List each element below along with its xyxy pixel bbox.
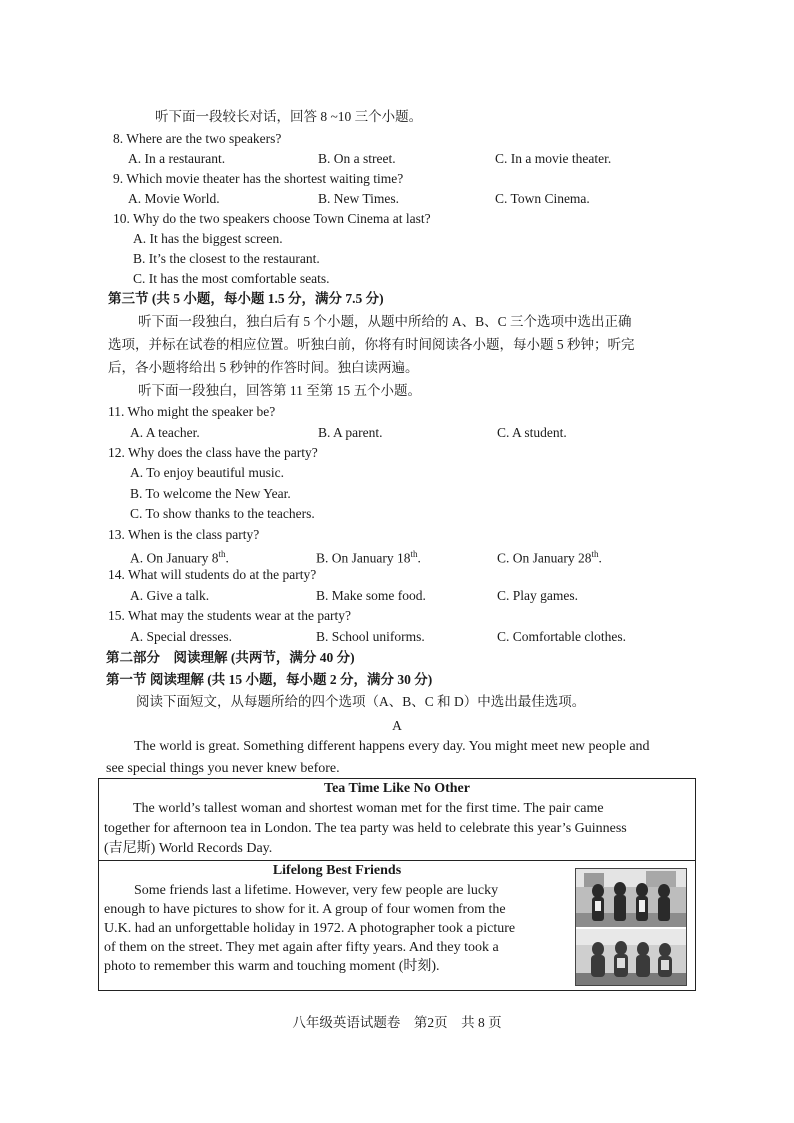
question-13: 13. When is the class party? [108,527,260,542]
friends-photo-drawing [576,869,687,986]
box2-line-2: enough to have pictures to show for it. A group of four women from the [104,902,506,917]
box2-line-3: U.K. had an unforgettable holiday in 1972. A photographer took a picture [104,921,516,936]
page-footer: 八年级英语试题卷 第2页 共 8 页 [292,1015,502,1030]
option-c: C. Comfortable clothes. [497,629,626,644]
question-12: 12. Why does the class have the party? [108,445,318,460]
option-a: A. Special dresses. [130,629,232,644]
section3-instruction-1: 听下面一段独白，独白后有 5 个小题，从题中所给的 A、B、C 三个选项中选出正确 [138,314,632,329]
part2-section1-heading: 第一节 阅读理解 (共 15 小题，每小题 2 分，满分 30 分) [106,672,433,687]
passage-letter: A [392,718,402,733]
option-a: A. A teacher. [130,425,200,440]
option-b: B. On January 18th. [316,549,421,566]
question-10-option-a: A. It has the biggest screen. [133,231,283,246]
box1-line-2: together for afternoon tea in London. The tea party was held to celebrate this year’s Guinness [104,821,627,836]
option-c: C. In a movie theater. [495,151,612,166]
box1-line-3: (吉尼斯) World Records Day. [104,841,273,856]
section-intro-8-10: 听下面一段较长对话，回答 8 ~10 三个小题。 [155,109,423,124]
section3-heading: 第三节 (共 5 小题，每小题 1.5 分，满分 7.5 分) [108,291,384,306]
option-b: B. New Times. [318,191,400,206]
option-c: C. A student. [497,425,567,440]
question-12-option-c: C. To show thanks to the teachers. [130,506,315,521]
question-11: 11. Who might the speaker be? [108,404,276,419]
question-12-option-b: B. To welcome the New Year. [130,486,291,501]
option-a: A. In a restaurant. [128,151,226,166]
option-a: A. Give a talk. [130,588,210,603]
box-title: Lifelong Best Friends [272,863,402,878]
option-a: A. On January 8th. [130,549,229,566]
option-c: C. On January 28th. [497,549,602,566]
option-b: B. A parent. [318,425,383,440]
part2-heading: 第二部分 阅读理解 (共两节，满分 40 分) [106,650,355,665]
box-title: Tea Time Like No Other [324,781,470,796]
passage-intro-2: see special things you never knew before. [106,761,340,776]
question-12-option-a: A. To enjoy beautiful music. [130,465,285,480]
friends-photo [575,868,687,986]
question-9: 9. Which movie theater has the shortest waiting time? [113,171,404,186]
box1-line-1: The world’s tallest woman and shortest woman met for the first time. The pair came [133,801,604,816]
question-10-option-b: B. It’s the closest to the restaurant. [133,251,320,266]
box2-line-1: Some friends last a lifetime. However, very few people are lucky [134,883,499,898]
box2-line-4: of them on the street. They met again after fifty years. And they took a [104,940,499,955]
section3-instruction-2: 选项，并标在试卷的相应位置。听独白前，你将有时间阅读各小题，每小题 5 秒钟；听完 [108,337,635,352]
section3-instruction-3: 后，各小题将给出 5 秒钟的作答时间。独白读两遍。 [108,360,419,375]
option-c: C. Town Cinema. [495,191,590,206]
passage-intro-1: The world is great. Something different happens every day. You might meet new people and [134,739,650,754]
question-10: 10. Why do the two speakers choose Town Cinema at last? [113,211,431,226]
part2-instructions: 阅读下面短文，从每题所给的四个选项（A、B、C 和 D）中选出最佳选项。 [136,694,586,709]
option-b: B. School uniforms. [316,629,425,644]
question-15: 15. What may the students wear at the party? [108,608,352,623]
option-b: B. On a street. [318,151,396,166]
option-c: C. Play games. [497,588,578,603]
question-14: 14. What will students do at the party? [108,567,317,582]
section3-intro: 听下面一段独白，回答第 11 至第 15 五个小题。 [138,383,421,398]
question-8: 8. Where are the two speakers? [113,131,282,146]
box2-line-5: photo to remember this warm and touching moment (时刻). [104,959,440,974]
option-a: A. Movie World. [128,191,220,206]
option-b: B. Make some food. [316,588,426,603]
question-10-option-c: C. It has the most comfortable seats. [133,271,330,286]
